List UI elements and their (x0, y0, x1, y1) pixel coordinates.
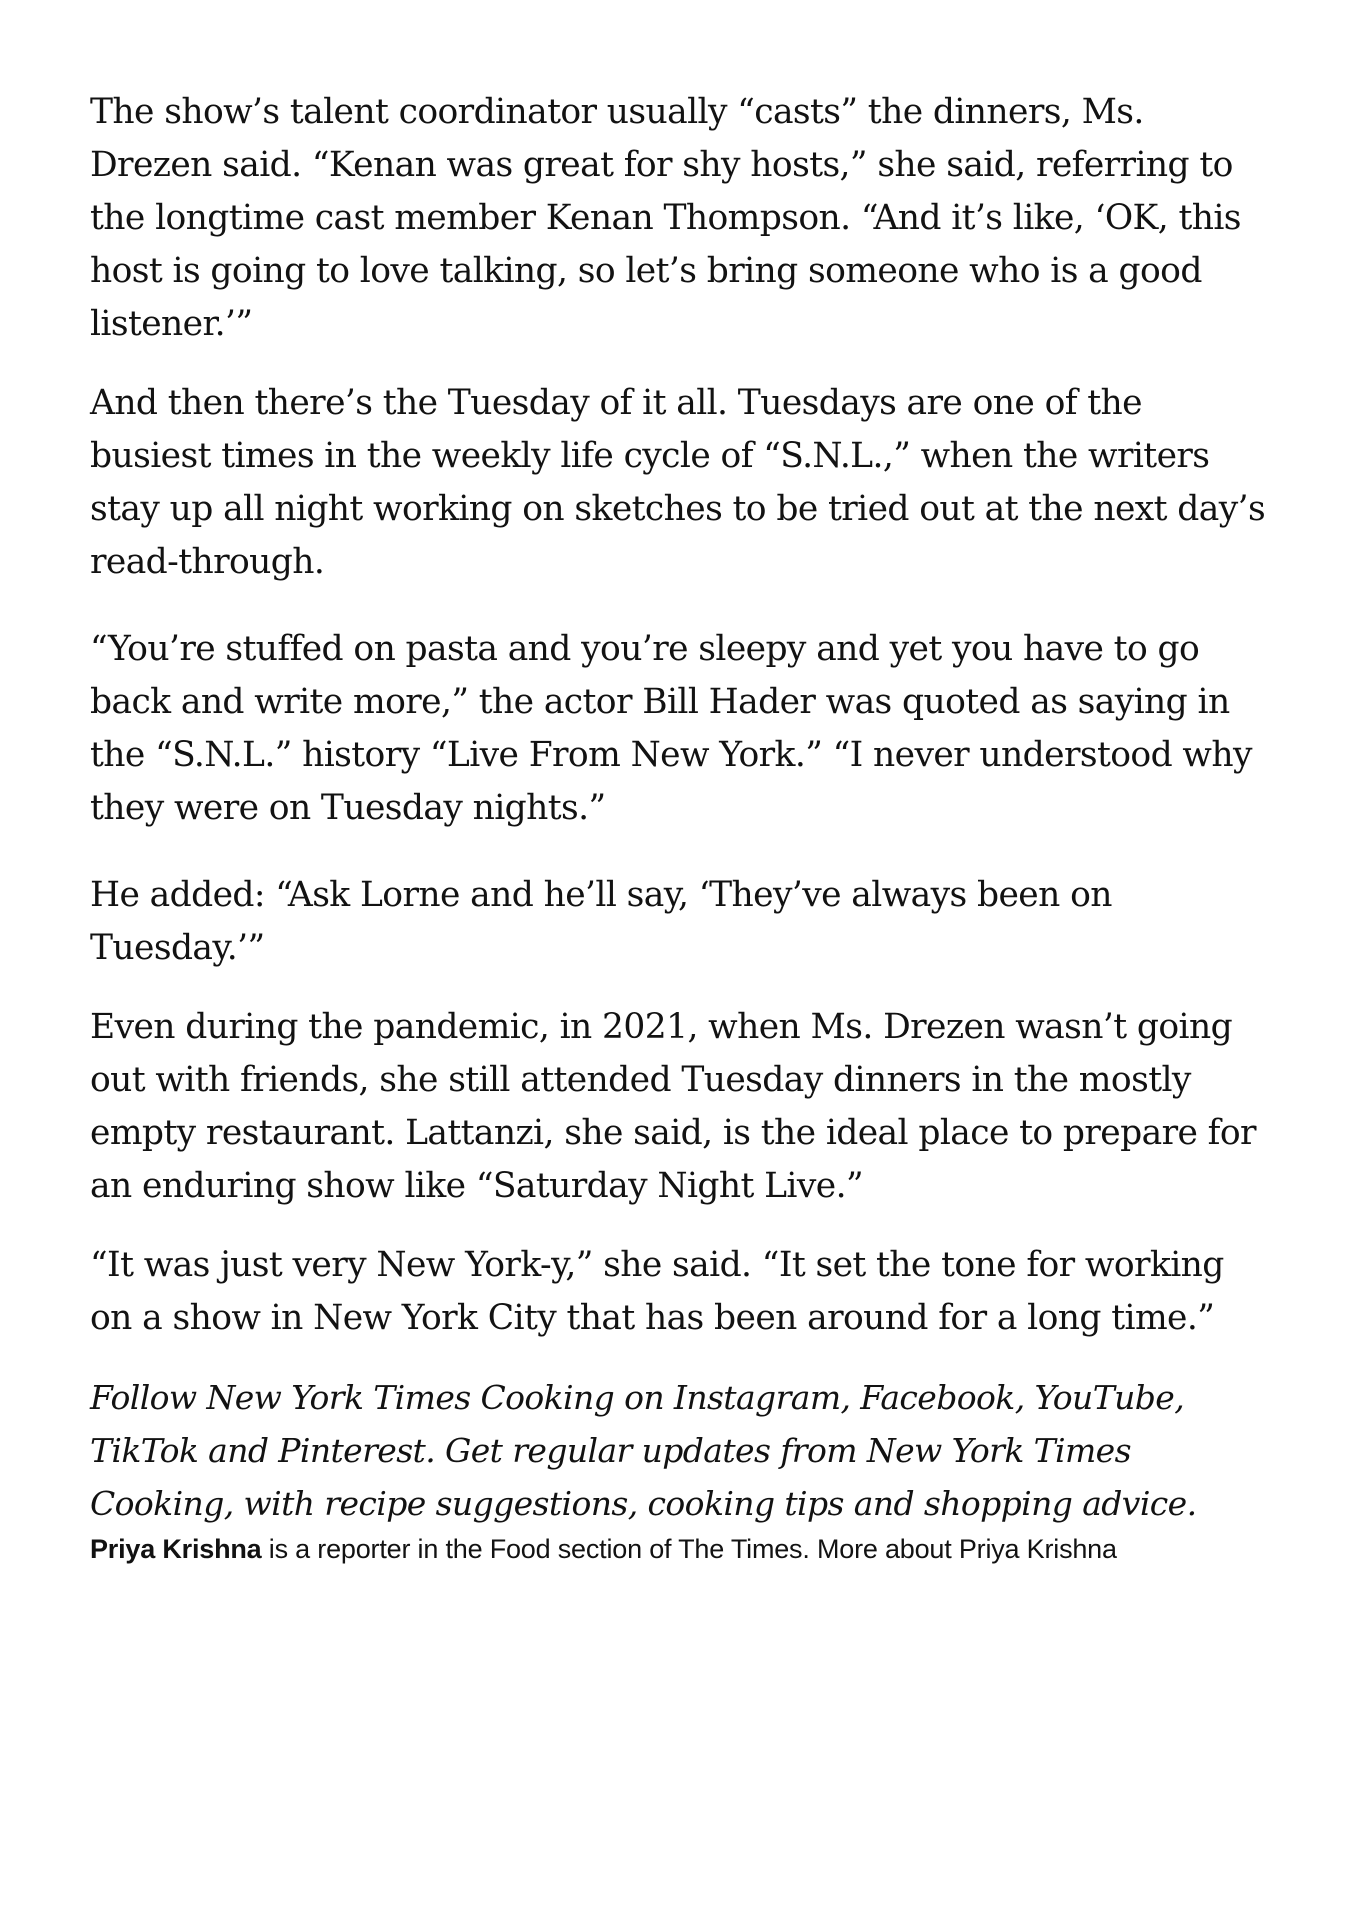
article-paragraph: The show’s talent coordinator usually “casts” the dinners, Ms. Drezen said. “Kenan was great for shy hosts,” she said, referring to the longtime cast member Kenan Thompson. “And it’s like, ‘OK, this host is going to love talking, so let’s bring someone who is a good listener.’” (90, 92, 1241, 344)
author-description: is a reporter in the Food section of The Times. (261, 1534, 817, 1564)
more-about-author-link[interactable]: More about Priya Krishna (816, 1534, 1117, 1564)
author-bio (90, 1530, 1270, 1568)
article-paragraph: And then there’s the Tuesday of it all. Tuesdays are one of the busiest times in the weekly life cycle of “S.N.L.,” when the writers stay up all night working on sketches to be tried out at the next day’s read-through. (90, 383, 1266, 582)
author-name: Priya Krishna (90, 1534, 262, 1564)
article-paragraph: “You’re stuffed on pasta and you’re sleepy and yet you have to go back and write more,” the actor Bill Hader was quoted as saying in the “S.N.L.” history “Live From New York.” “I never understood why they were on Tuesday nights.” (90, 629, 1252, 828)
article-paragraph: Even during the pandemic, in 2021, when Ms. Drezen wasn’t going out with friends, she still attended Tuesday dinners in the mostly empty restaurant. Lattanzi, she said, is the ideal place to prepare for an enduring show like “Saturday Night Live.” (90, 1007, 1256, 1206)
article-body (90, 86, 1270, 1568)
article-paragraph: He added: “Ask Lorne and he’ll say, ‘They’ve always been on Tuesday.’” (90, 875, 1112, 968)
article-paragraph: “It was just very New York-y,” she said. “It set the tone for working on a show in New York City that has been around for a long time.” (90, 1245, 1224, 1338)
follow-cooking-note: Follow New York Times Cooking on Instagram, Facebook, YouTube, TikTok and Pinterest. Get regular updates from New York Times Cooking, with recipe suggestions, cooking tips and shopping advice. (90, 1378, 1197, 1523)
